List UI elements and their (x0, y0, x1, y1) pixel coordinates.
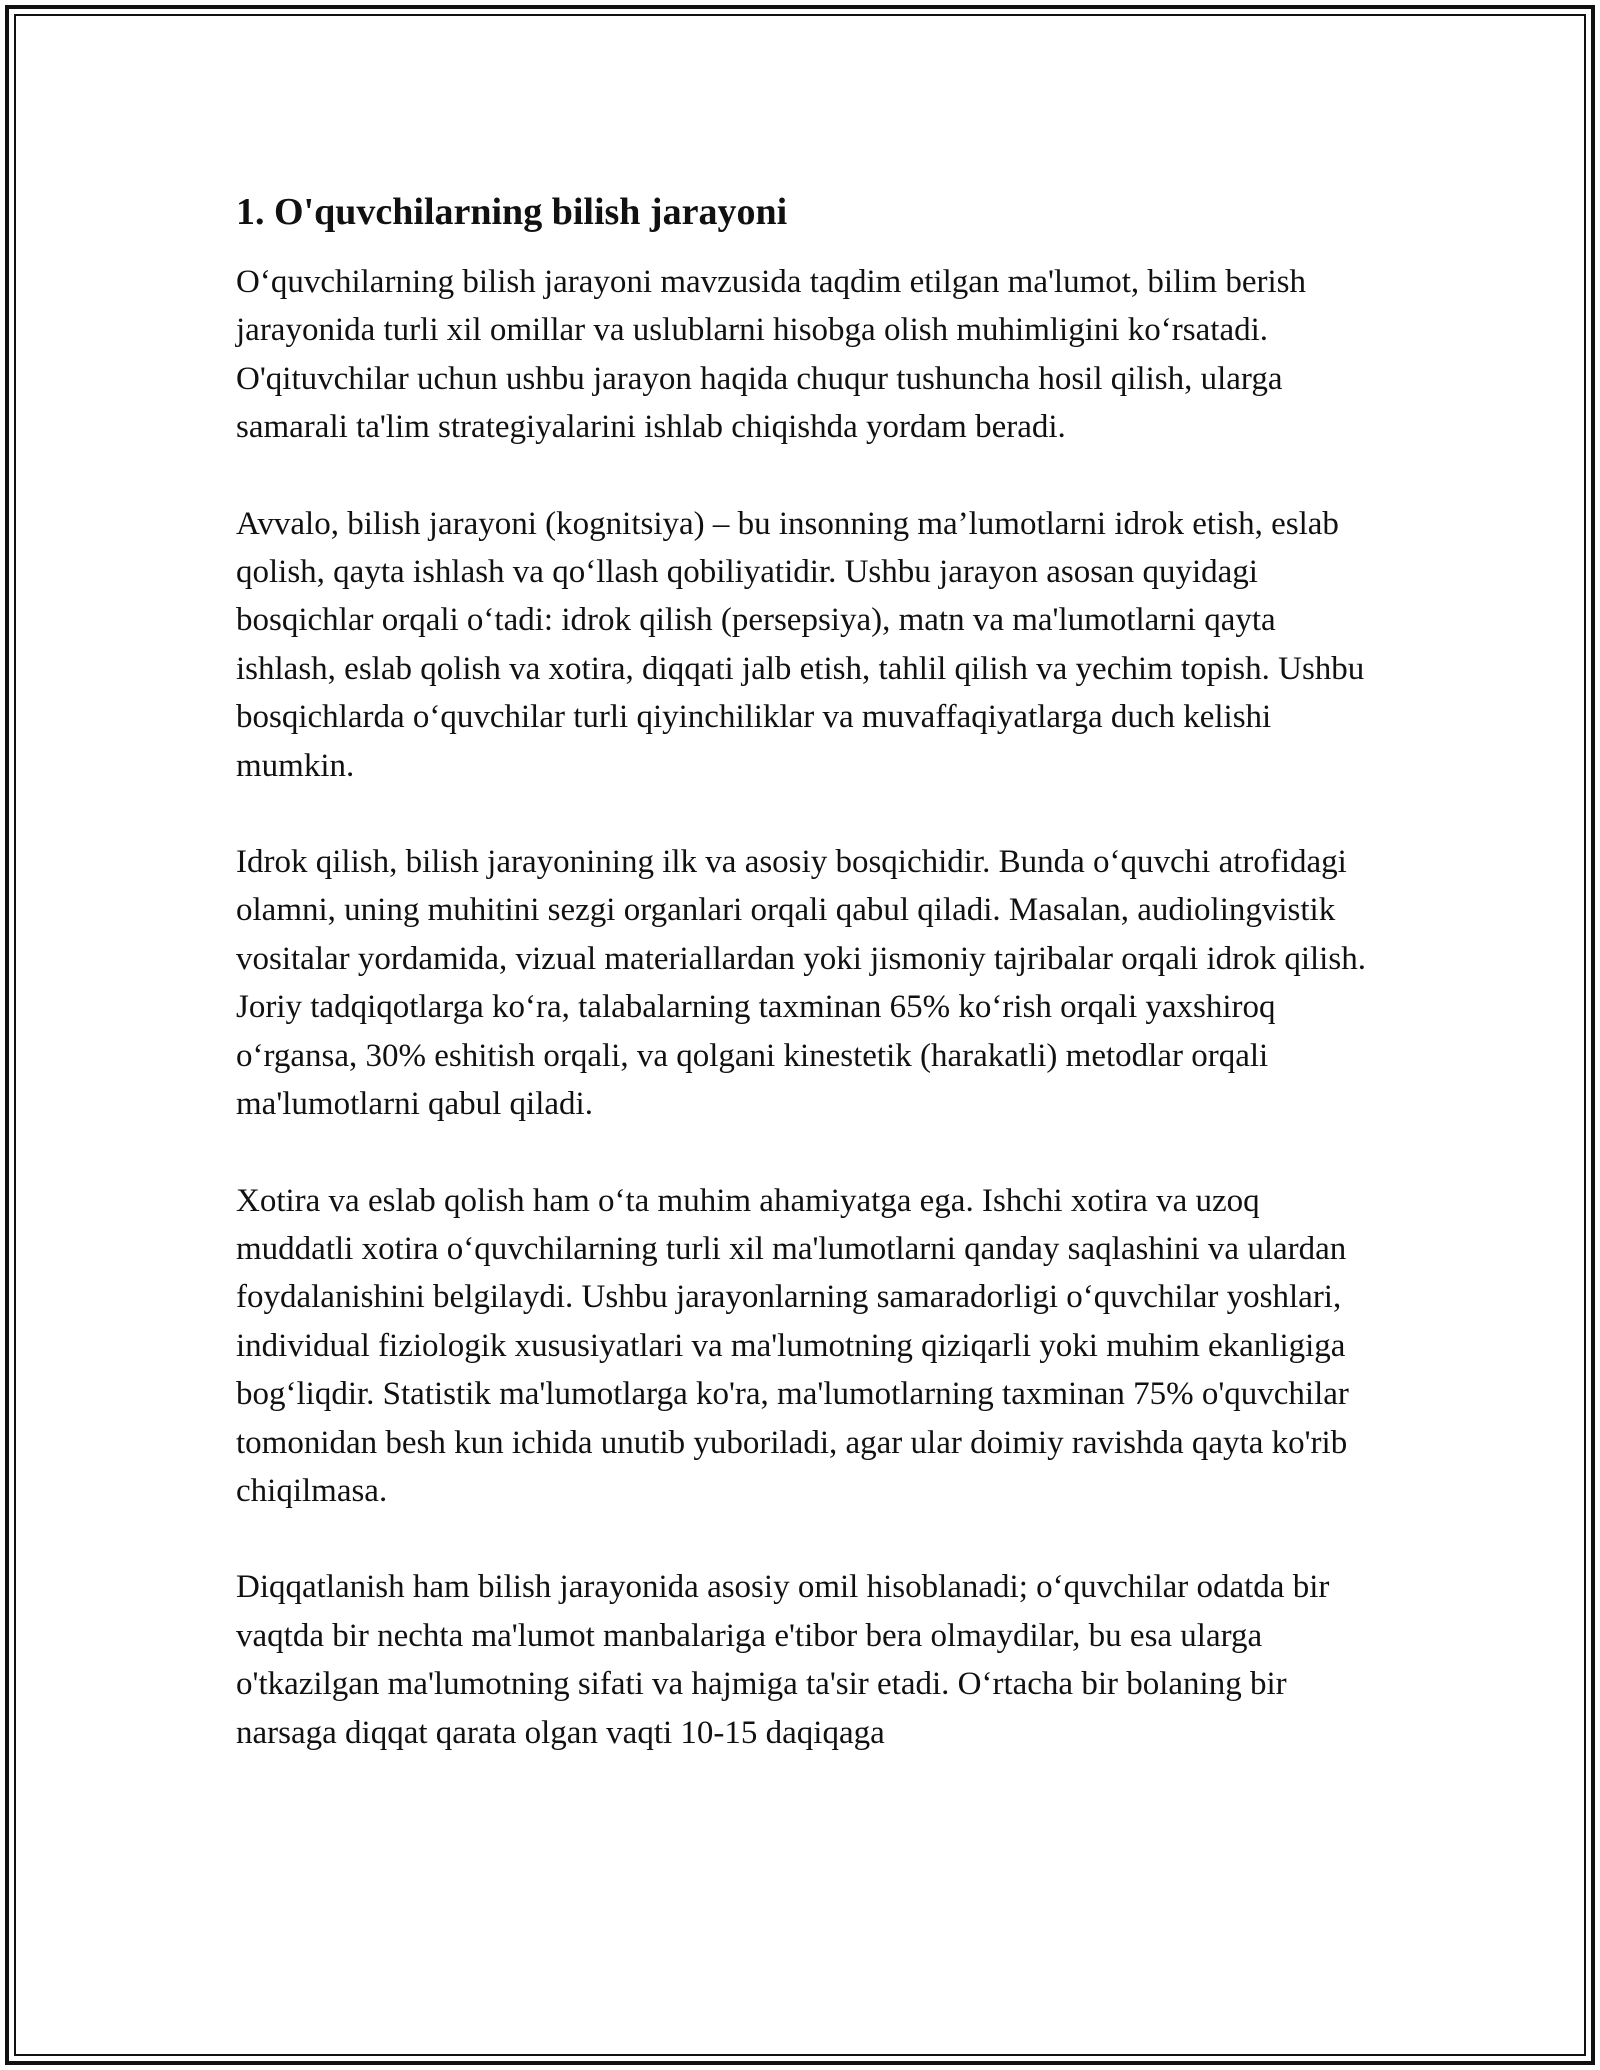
paragraph-memory: Xotira va eslab qolish ham o‘ta muhim ahamiyatga ega. Ishchi xotira va uzoq muddatli xotira o‘quvchilarning turli xil ma'lumotlarni qanday saqlashini va ulardan foydalanishini belgilaydi. Ushbu jarayonlarning samaradorligi o‘quvchilar yoshlari, individual fiziologik xususiyatlari va ma'lumotning qiziqarli yoki muhim ekanligiga bog‘liqdir. Statistik ma'lumotlarga ko'ra, ma'lumotlarning taxminan 75% o'quvchilar tomonidan besh kun ichida unutib yuboriladi, agar ular doimiy ravishda qayta ko'rib chiqilmasa. (236, 1182, 1349, 1509)
paragraph-cognition: Avvalo, bilish jarayoni (kognitsiya) – bu insonning ma’lumotlarni idrok etish, eslab qolish, qayta ishlash va qo‘llash qobiliyatidir. Ushbu jarayon asosan quyidagi bosqichlar orqali o‘tadi: idrok qilish (persepsiya), matn va ma'lumotlarni qayta ishlash, eslab qolish va xotira, diqqati jalb etish, tahlil qilish va yechim topish. Ushbu bosqichlarda o‘quvchilar turli qiyinchiliklar va muvaffaqiyatlarga duch kelishi mumkin. (236, 505, 1365, 784)
paragraph-intro: O‘quvchilarning bilish jarayoni mavzusida taqdim etilgan ma'lumot, bilim berish jarayonida turli xil omillar va uslublarni hisobga olish muhimligini ko‘rsatadi. O'qituvchilar uchun ushbu jarayon haqida chuqur tushuncha hosil qilish, ularga samarali ta'lim strategiyalarini ishlab chiqishda yordam beradi. (236, 264, 1306, 446)
paragraph-perception: Idrok qilish, bilish jarayonining ilk va asosiy bosqichidir. Bunda o‘quvchi atrofidagi olamni, uning muhitini sezgi organlari orqali qabul qiladi. Masalan, audiolingvistik vositalar yordamida, vizual materiallardan yoki jismoniy tajribalar orqali idrok qilish. Joriy tadqiqotlarga ko‘ra, talabalarning taxminan 65% ko‘rish orqali yaxshiroq o‘rgansa, 30% eshitish orqali, va qolgani kinestetik (harakatli) metodlar orqali ma'lumotlarni qabul qiladi. (236, 844, 1366, 1123)
document-body (236, 186, 1372, 1805)
paragraph-attention: Diqqatlanish ham bilish jarayonida asosiy omil hisoblanadi; o‘quvchilar odatda bir vaqtda bir nechta ma'lumot manbalariga e'tibor bera olmaydilar, bu esa ularga o'tkazilgan ma'lumotning sifati va hajmiga ta'sir etadi. O‘rtacha bir bolaning bir narsaga diqqat qarata olgan vaqti 10-15 daqiqaga (236, 1569, 1330, 1751)
section-heading: 1. O'quvchilarning bilish jarayoni (236, 191, 788, 233)
